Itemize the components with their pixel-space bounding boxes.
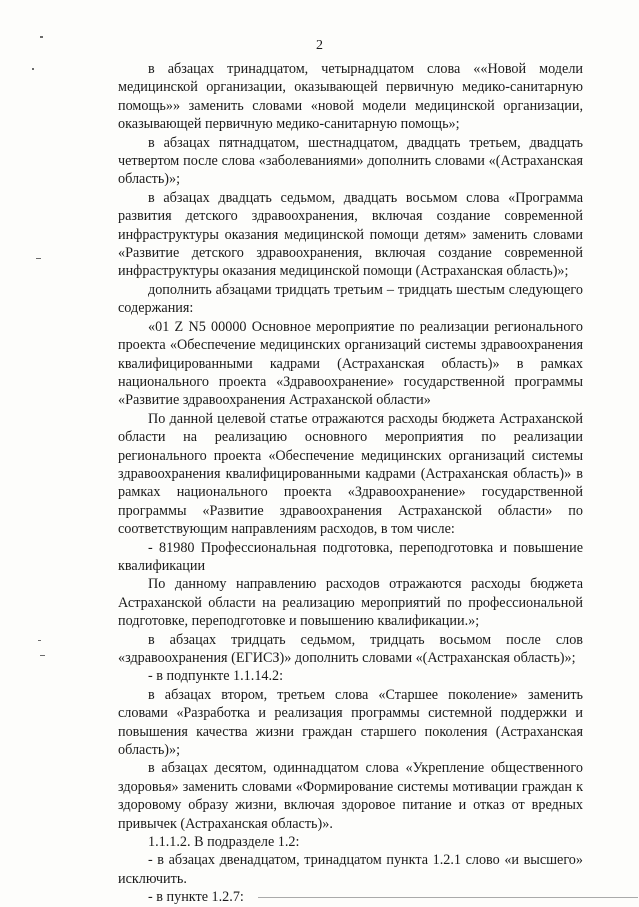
paragraph: - в абзацах двенадцатом, тринадцатом пункта 1.2.1 слово «и высшего» исключить.	[118, 852, 583, 887]
paragraph: По данной целевой статье отражаются расходы бюджета Астраханской области на реализацию основного мероприятия по реализации регионального проекта «Обеспечение медицинских организаций системы здравоохранения квалифицированными кадрами (Астраханская область)» в рамках национального проекта «Здравоохранение» государственной программы «Развитие здравоохранения Астраханской области» по соответствующим направлениям расходов, в том числе:	[118, 410, 583, 538]
scan-mark	[32, 68, 34, 70]
document-body	[118, 60, 583, 907]
page-number: 2	[316, 38, 323, 53]
paragraph: - в подпункте 1.1.14.2:	[148, 668, 284, 685]
paragraph: - в пункте 1.2.7:	[148, 889, 244, 906]
paragraph: «01 Z N5 00000 Основное мероприятие по реализации регионального проекта «Обеспечение медицинских организаций системы здравоохранения квалифицированными кадрами (Астраханская область)» в рамках национального проекта «Здравоохранение» государственной программы «Развитие здравоохранения Астраханской области»	[118, 318, 583, 409]
paragraph: в абзацах двадцать седьмом, двадцать восьмом слова «Программа развития детского здравоохранения, включая создание современной инфраструктуры оказания медицинской помощи детям» заменить словами «Развитие детского здравоохранения, включая создание современной инфраструктуры оказания медицинской помощи (Астраханская область)»;	[118, 189, 583, 280]
paragraph: 1.1.1.2. В подразделе 1.2:	[148, 834, 300, 851]
paragraph: в абзацах тридцать седьмом, тридцать восьмом после слов «здравоохранения (ЕГИСЗ)» дополнить словами «(Астраханская область)»;	[118, 631, 583, 666]
scan-mark	[40, 36, 43, 38]
scan-mark	[38, 640, 41, 641]
paragraph: в абзацах втором, третьем слова «Старшее поколение» заменить словами «Разработка и реализация программы системной поддержки и повышения качества жизни граждан старшего поколения (Астраханская область)»;	[118, 686, 583, 759]
paragraph: в абзацах десятом, одиннадцатом слова «Укрепление общественного здоровья» заменить словами «Формирование системы мотивации граждан к здоровому образу жизни, включая здоровое питание и отказ от вредных привычек (Астраханская область)».	[118, 760, 583, 832]
paragraph: дополнить абзацами тридцать третьим – тридцать шестым следующего содержания:	[118, 281, 583, 317]
paragraph: в абзацах тринадцатом, четырнадцатом слова ««Новой модели медицинской организации, оказывающей первичную медико-санитарную помощь»» заменить словами «новой модели медицинской организации, оказывающей первичную медико-санитарную помощь»;	[118, 61, 583, 133]
scan-edge-line	[258, 897, 638, 898]
paragraph: По данному направлению расходов отражаются расходы бюджета Астраханской области на реализацию мероприятий по профессиональной подготовке, переподготовке и повышению квалификации.»;	[118, 576, 583, 630]
scan-mark	[36, 258, 41, 259]
paragraph: в абзацах пятнадцатом, шестнадцатом, двадцать третьем, двадцать четвертом после слова «заболеваниями» дополнить словами «(Астраханская область)»;	[118, 134, 583, 188]
scan-mark	[40, 655, 45, 656]
paragraph: - 81980 Профессиональная подготовка, переподготовка и повышение квалификации	[118, 539, 583, 574]
